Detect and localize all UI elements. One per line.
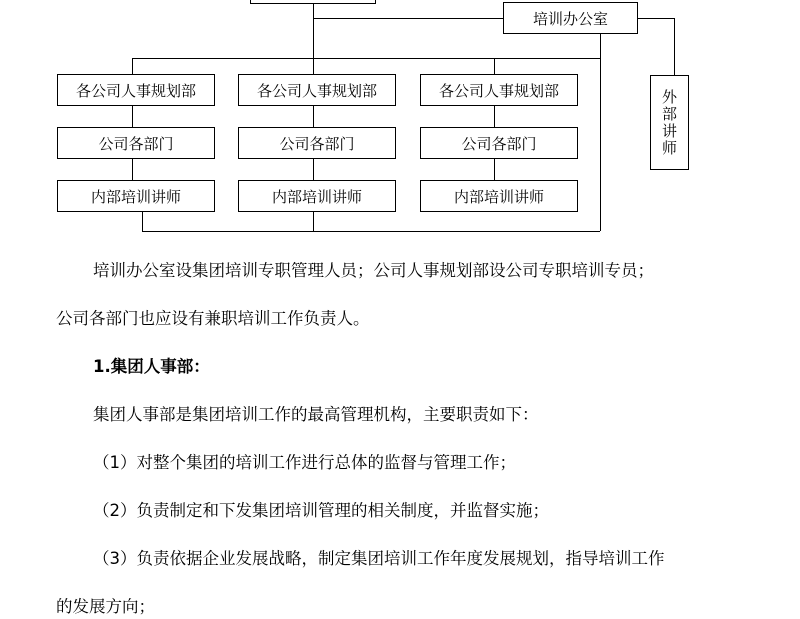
intro-line: 公司各部门也应设有兼职培训工作负责人。: [56, 309, 370, 328]
departments-box: 公司各部门: [238, 127, 396, 159]
list-item: （1）对整个集团的培训工作进行总体的监督与管理工作；: [93, 453, 516, 472]
connector-line: [494, 106, 495, 127]
hr-planning-box: 各公司人事规划部: [420, 74, 578, 106]
document-body: [56, 258, 746, 619]
connector-line: [132, 58, 600, 59]
list-item: （3）负责依据企业发展战略，制定集团培训工作年度发展规划，指导培训工作: [93, 549, 665, 568]
connector-line: [132, 106, 133, 127]
org-chart: [0, 0, 800, 240]
internal-trainer-box: 内部培训讲师: [420, 180, 578, 212]
list-item-continuation: 的发展方向；: [56, 597, 155, 616]
external-trainer-box: 外部讲师: [650, 75, 689, 170]
internal-trainer-box: 内部培训讲师: [238, 180, 396, 212]
section-heading: 1.集团人事部：: [93, 357, 210, 376]
connector-line: [132, 58, 133, 74]
connector-line: [638, 18, 674, 19]
connector-line: [494, 159, 495, 180]
connector-line: [142, 231, 600, 232]
connector-line: [313, 18, 503, 19]
hr-planning-box: 各公司人事规划部: [57, 74, 215, 106]
intro-line: 培训办公室设集团培训专职管理人员；公司人事规划部设公司专职培训专员；: [93, 261, 654, 280]
internal-trainer-box: 内部培训讲师: [57, 180, 215, 212]
hr-planning-box: 各公司人事规划部: [238, 74, 396, 106]
connector-line: [494, 58, 495, 74]
training-office-box: 培训办公室: [503, 2, 638, 34]
departments-box: 公司各部门: [57, 127, 215, 159]
departments-box: 公司各部门: [420, 127, 578, 159]
list-item: （2）负责制定和下发集团培训管理的相关制度，并监督实施；: [93, 501, 549, 520]
connector-line: [132, 159, 133, 180]
connector-line: [674, 18, 675, 75]
section-intro: 集团人事部是集团培训工作的最高管理机构，主要职责如下：: [93, 405, 539, 424]
connector-line: [142, 212, 143, 231]
connector-line: [600, 34, 601, 231]
